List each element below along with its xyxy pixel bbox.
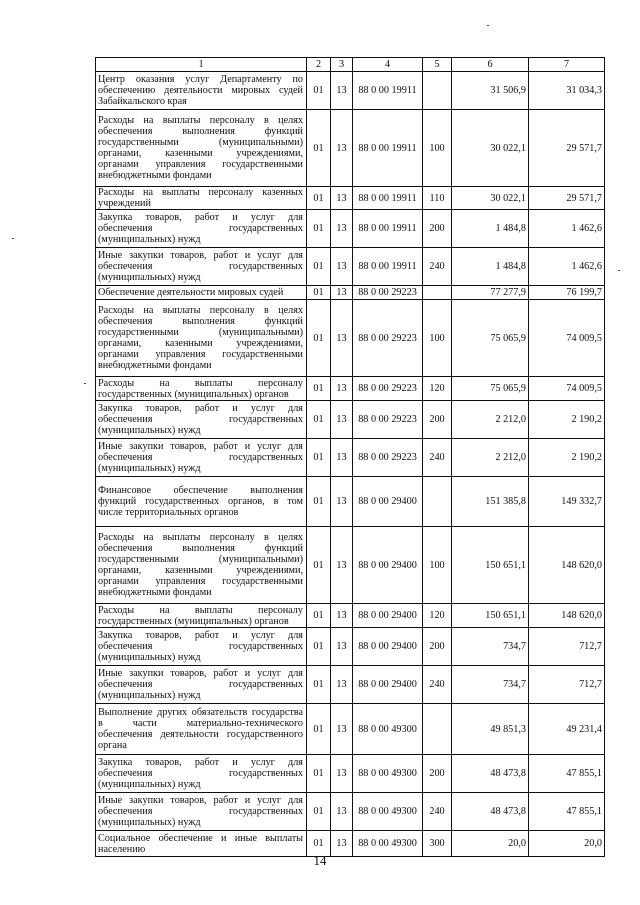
row-name-cell: Иные закупки товаров, работ и услуг для обеспечения государственных (муниципальных) нужд <box>96 248 307 286</box>
expense-type-cell: 100 <box>423 527 452 604</box>
target-article-cell: 88 0 00 49300 <box>353 793 423 831</box>
row-name-cell: Расходы на выплаты персоналу государственных (муниципальных) органов <box>96 604 307 628</box>
scan-speck <box>12 238 14 239</box>
target-article-cell: 88 0 00 29400 <box>353 628 423 666</box>
subsection-code-cell: 13 <box>331 755 353 793</box>
table-row <box>96 793 605 831</box>
amount-year2-cell: 148 620,0 <box>529 527 605 604</box>
row-name-cell: Иные закупки товаров, работ и услуг для обеспечения государственных (муниципальных) нужд <box>96 439 307 477</box>
expense-type-cell: 240 <box>423 666 452 704</box>
target-article-cell: 88 0 00 29223 <box>353 401 423 439</box>
section-code-cell: 01 <box>307 401 331 439</box>
column-header: 6 <box>452 58 529 72</box>
table-row <box>96 628 605 666</box>
amount-year2-cell: 1 462,6 <box>529 210 605 248</box>
table-row <box>96 248 605 286</box>
amount-year1-cell: 734,7 <box>452 628 529 666</box>
table-row <box>96 704 605 755</box>
section-code-cell: 01 <box>307 248 331 286</box>
table-row <box>96 286 605 300</box>
row-name-cell: Закупка товаров, работ и услуг для обеспечения государственных (муниципальных) нужд <box>96 401 307 439</box>
table-row <box>96 110 605 187</box>
table-header-row <box>96 58 605 72</box>
scan-speck <box>618 270 620 271</box>
subsection-code-cell: 13 <box>331 286 353 300</box>
section-code-cell: 01 <box>307 477 331 527</box>
table-body <box>96 72 605 857</box>
subsection-code-cell: 13 <box>331 210 353 248</box>
row-name-cell: Расходы на выплаты персоналу в целях обеспечения выполнения функций государственными (муниципальными) органами, казенными учреждениями, органами управления государственными внебюджетными фондами <box>96 110 307 187</box>
expense-type-cell: 240 <box>423 439 452 477</box>
expense-type-cell: 120 <box>423 377 452 401</box>
expense-type-cell: 200 <box>423 628 452 666</box>
amount-year1-cell: 151 385,8 <box>452 477 529 527</box>
target-article-cell: 88 0 00 29223 <box>353 300 423 377</box>
target-article-cell: 88 0 00 49300 <box>353 755 423 793</box>
row-name-cell: Финансовое обеспечение выполнения функций государственных органов, в том числе территориальных органов <box>96 477 307 527</box>
subsection-code-cell: 13 <box>331 793 353 831</box>
expense-type-cell <box>423 477 452 527</box>
scan-speck <box>487 25 489 26</box>
expense-type-cell: 100 <box>423 300 452 377</box>
section-code-cell: 01 <box>307 286 331 300</box>
amount-year1-cell: 1 484,8 <box>452 248 529 286</box>
table-row <box>96 477 605 527</box>
table-row <box>96 187 605 210</box>
expense-type-cell: 100 <box>423 110 452 187</box>
amount-year2-cell: 31 034,3 <box>529 72 605 110</box>
column-header: 5 <box>423 58 452 72</box>
subsection-code-cell: 13 <box>331 666 353 704</box>
amount-year2-cell: 2 190,2 <box>529 439 605 477</box>
subsection-code-cell: 13 <box>331 187 353 210</box>
subsection-code-cell: 13 <box>331 477 353 527</box>
amount-year1-cell: 20,0 <box>452 831 529 857</box>
target-article-cell: 88 0 00 29400 <box>353 604 423 628</box>
subsection-code-cell: 13 <box>331 300 353 377</box>
amount-year2-cell: 2 190,2 <box>529 401 605 439</box>
row-name-cell: Расходы на выплаты персоналу в целях обеспечения выполнения функций государственными (муниципальными) органами, казенными учреждениями, органами управления государственными внебюджетными фондами <box>96 300 307 377</box>
subsection-code-cell: 13 <box>331 604 353 628</box>
section-code-cell: 01 <box>307 793 331 831</box>
target-article-cell: 88 0 00 29400 <box>353 477 423 527</box>
amount-year1-cell: 75 065,9 <box>452 377 529 401</box>
table-row <box>96 210 605 248</box>
section-code-cell: 01 <box>307 628 331 666</box>
target-article-cell: 88 0 00 19911 <box>353 110 423 187</box>
target-article-cell: 88 0 00 49300 <box>353 704 423 755</box>
expense-type-cell: 200 <box>423 755 452 793</box>
table-row <box>96 604 605 628</box>
section-code-cell: 01 <box>307 604 331 628</box>
section-code-cell: 01 <box>307 831 331 857</box>
subsection-code-cell: 13 <box>331 527 353 604</box>
page-number: 14 <box>313 853 327 868</box>
expense-type-cell <box>423 286 452 300</box>
section-code-cell: 01 <box>307 527 331 604</box>
table-row <box>96 755 605 793</box>
amount-year1-cell: 48 473,8 <box>452 755 529 793</box>
table-row <box>96 401 605 439</box>
amount-year1-cell: 2 212,0 <box>452 439 529 477</box>
target-article-cell: 88 0 00 29223 <box>353 377 423 401</box>
target-article-cell: 88 0 00 19911 <box>353 210 423 248</box>
table-row <box>96 377 605 401</box>
expense-type-cell: 300 <box>423 831 452 857</box>
section-code-cell: 01 <box>307 755 331 793</box>
amount-year1-cell: 48 473,8 <box>452 793 529 831</box>
amount-year2-cell: 1 462,6 <box>529 248 605 286</box>
row-name-cell: Иные закупки товаров, работ и услуг для обеспечения государственных (муниципальных) нужд <box>96 666 307 704</box>
column-header: 4 <box>353 58 423 72</box>
amount-year2-cell: 29 571,7 <box>529 187 605 210</box>
subsection-code-cell: 13 <box>331 248 353 286</box>
target-article-cell: 88 0 00 19911 <box>353 72 423 110</box>
amount-year2-cell: 148 620,0 <box>529 604 605 628</box>
section-code-cell: 01 <box>307 300 331 377</box>
row-name-cell: Социальное обеспечение и иные выплаты населению <box>96 831 307 857</box>
column-header: 1 <box>96 58 307 72</box>
amount-year1-cell: 2 212,0 <box>452 401 529 439</box>
row-name-cell: Центр оказания услуг Департаменту по обеспечению деятельности мировых судей Забайкальского края <box>96 72 307 110</box>
amount-year2-cell: 49 231,4 <box>529 704 605 755</box>
expense-type-cell: 110 <box>423 187 452 210</box>
table-row <box>96 439 605 477</box>
budget-table-container <box>95 57 604 857</box>
subsection-code-cell: 13 <box>331 377 353 401</box>
target-article-cell: 88 0 00 29223 <box>353 439 423 477</box>
subsection-code-cell: 13 <box>331 401 353 439</box>
expense-type-cell <box>423 704 452 755</box>
target-article-cell: 88 0 00 19911 <box>353 187 423 210</box>
column-header: 3 <box>331 58 353 72</box>
amount-year2-cell: 29 571,7 <box>529 110 605 187</box>
expense-type-cell <box>423 72 452 110</box>
subsection-code-cell: 13 <box>331 628 353 666</box>
amount-year2-cell: 20,0 <box>529 831 605 857</box>
section-code-cell: 01 <box>307 666 331 704</box>
row-name-cell: Закупка товаров, работ и услуг для обеспечения государственных (муниципальных) нужд <box>96 628 307 666</box>
row-name-cell: Выполнение других обязательств государства в части материально-технического обеспечения деятельности государственного органа <box>96 704 307 755</box>
expense-type-cell: 120 <box>423 604 452 628</box>
amount-year2-cell: 47 855,1 <box>529 793 605 831</box>
section-code-cell: 01 <box>307 210 331 248</box>
amount-year1-cell: 150 651,1 <box>452 527 529 604</box>
amount-year1-cell: 77 277,9 <box>452 286 529 300</box>
section-code-cell: 01 <box>307 72 331 110</box>
target-article-cell: 88 0 00 29400 <box>353 666 423 704</box>
row-name-cell: Расходы на выплаты персоналу государственных (муниципальных) органов <box>96 377 307 401</box>
amount-year2-cell: 149 332,7 <box>529 477 605 527</box>
target-article-cell: 88 0 00 29400 <box>353 527 423 604</box>
target-article-cell: 88 0 00 49300 <box>353 831 423 857</box>
amount-year2-cell: 74 009,5 <box>529 300 605 377</box>
subsection-code-cell: 13 <box>331 831 353 857</box>
table-row <box>96 527 605 604</box>
section-code-cell: 01 <box>307 110 331 187</box>
budget-table <box>95 57 605 857</box>
expense-type-cell: 200 <box>423 401 452 439</box>
section-code-cell: 01 <box>307 704 331 755</box>
amount-year1-cell: 1 484,8 <box>452 210 529 248</box>
table-row <box>96 666 605 704</box>
subsection-code-cell: 13 <box>331 439 353 477</box>
amount-year1-cell: 30 022,1 <box>452 187 529 210</box>
table-row <box>96 300 605 377</box>
amount-year1-cell: 31 506,9 <box>452 72 529 110</box>
section-code-cell: 01 <box>307 439 331 477</box>
amount-year1-cell: 49 851,3 <box>452 704 529 755</box>
expense-type-cell: 240 <box>423 793 452 831</box>
target-article-cell: 88 0 00 29223 <box>353 286 423 300</box>
subsection-code-cell: 13 <box>331 110 353 187</box>
table-row <box>96 72 605 110</box>
subsection-code-cell: 13 <box>331 704 353 755</box>
row-name-cell: Закупка товаров, работ и услуг для обеспечения государственных (муниципальных) нужд <box>96 210 307 248</box>
scan-speck <box>84 383 86 384</box>
row-name-cell: Обеспечение деятельности мировых судей <box>96 286 307 300</box>
section-code-cell: 01 <box>307 187 331 210</box>
amount-year1-cell: 150 651,1 <box>452 604 529 628</box>
row-name-cell: Закупка товаров, работ и услуг для обеспечения государственных (муниципальных) нужд <box>96 755 307 793</box>
expense-type-cell: 240 <box>423 248 452 286</box>
amount-year1-cell: 734,7 <box>452 666 529 704</box>
section-code-cell: 01 <box>307 377 331 401</box>
target-article-cell: 88 0 00 19911 <box>353 248 423 286</box>
amount-year2-cell: 76 199,7 <box>529 286 605 300</box>
amount-year2-cell: 74 009,5 <box>529 377 605 401</box>
row-name-cell: Расходы на выплаты персоналу казенных учреждений <box>96 187 307 210</box>
subsection-code-cell: 13 <box>331 72 353 110</box>
row-name-cell: Иные закупки товаров, работ и услуг для обеспечения государственных (муниципальных) нужд <box>96 793 307 831</box>
column-header: 7 <box>529 58 605 72</box>
amount-year1-cell: 30 022,1 <box>452 110 529 187</box>
amount-year2-cell: 47 855,1 <box>529 755 605 793</box>
amount-year2-cell: 712,7 <box>529 628 605 666</box>
amount-year1-cell: 75 065,9 <box>452 300 529 377</box>
amount-year2-cell: 712,7 <box>529 666 605 704</box>
row-name-cell: Расходы на выплаты персоналу в целях обеспечения выполнения функций государственными (муниципальными) органами, казенными учреждениями, органами управления государственными внебюджетными фондами <box>96 527 307 604</box>
expense-type-cell: 200 <box>423 210 452 248</box>
column-header: 2 <box>307 58 331 72</box>
